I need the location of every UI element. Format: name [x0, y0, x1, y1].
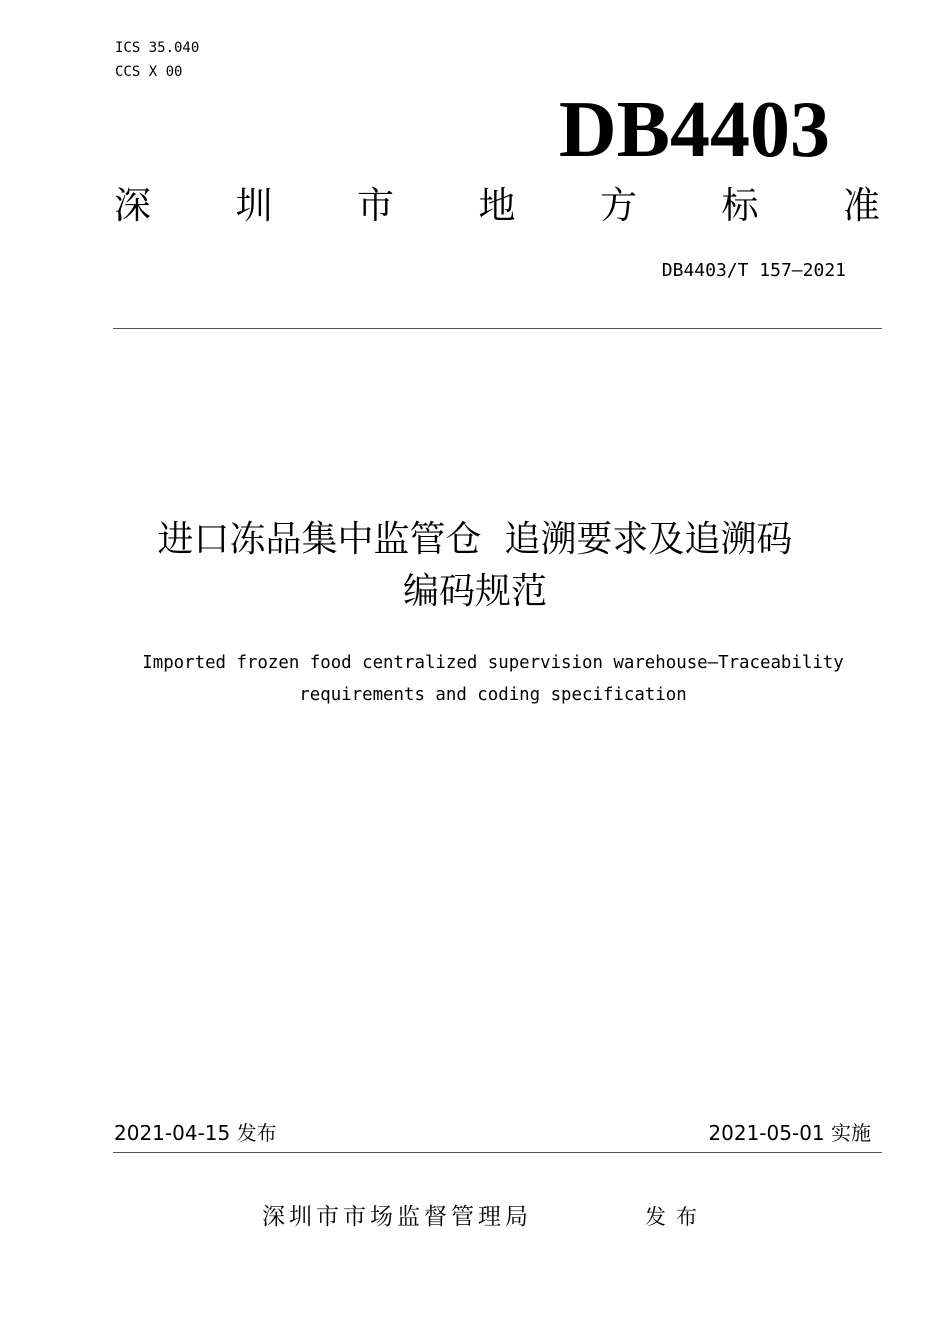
db-code-title: DB4403	[558, 86, 830, 174]
top-divider	[113, 328, 882, 329]
standard-type-char: 方	[600, 184, 637, 227]
publisher-name: 深圳市市场监督管理局	[262, 1204, 532, 1230]
chinese-title-line-1: 进口冻品集中监管仓 追溯要求及追溯码	[157, 519, 793, 560]
chinese-title-line-2: 编码规范	[402, 571, 547, 612]
standard-type-char: 市	[357, 184, 394, 227]
english-title-line-2: requirements and coding specification	[299, 685, 687, 705]
publish-label: 发布	[645, 1205, 707, 1229]
issue-date: 2021-04-15 发布	[114, 1121, 277, 1145]
standard-type-char: 准	[843, 184, 880, 227]
standard-number: DB4403/T 157—2021	[661, 260, 846, 281]
ics-code: ICS 35.040	[115, 40, 200, 56]
standard-type-char: 圳	[235, 184, 273, 227]
ccs-code: CCS X 00	[115, 64, 183, 80]
implementation-date: 2021-05-01 实施	[708, 1121, 871, 1145]
standard-type-char: 标	[721, 184, 759, 227]
standard-type-char: 地	[478, 184, 516, 227]
english-title-line-1: Imported frozen food centralized supervision warehouse—Traceability	[142, 653, 844, 673]
bottom-divider	[113, 1152, 882, 1153]
standard-type-heading	[114, 182, 880, 230]
standard-type-char: 深	[114, 184, 151, 227]
